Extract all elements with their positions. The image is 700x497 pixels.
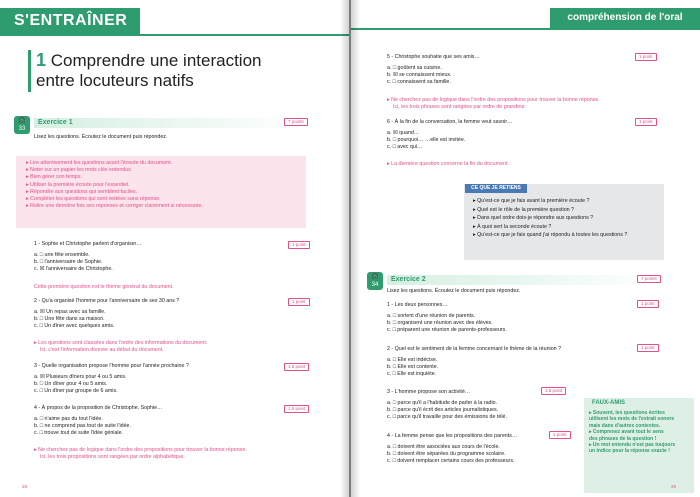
question-5-options — [387, 65, 452, 86]
exercise-bar — [387, 275, 663, 285]
option[interactable]: c. □ Un dîner avec quelques amis. — [34, 323, 115, 329]
faux-amis-list — [589, 410, 675, 455]
header-rule — [0, 34, 349, 36]
title-accent-bar — [28, 50, 31, 92]
faux-amis-item: ▸ Comprenez avant tout le sens — [589, 429, 664, 436]
question-1-options — [387, 313, 507, 334]
question-2: 2 - Qu'a organisé l'homme pour l'anniversaire de ses 30 ans ? — [34, 298, 180, 304]
question-3-options — [34, 374, 127, 395]
question-1-note: Cette première question est le thème général du document. — [34, 284, 174, 290]
option[interactable]: a. □ doivent être associées aux cours de l'école. — [387, 444, 500, 450]
question-2-note-2: Ici, c'est l'information donnée au début du document. — [40, 347, 164, 353]
retiens-item: ▸ Quel est le rôle de la première question ? — [473, 206, 575, 213]
retiens-list — [473, 197, 627, 240]
question-4: 4 - La femme pense que les propositions des parents… — [387, 433, 518, 439]
option[interactable]: c. □ avec qui… — [387, 144, 423, 150]
option[interactable]: a. □ n'aime pas du tout l'idée. — [34, 416, 103, 422]
exercise-instruction: Lisez les questions. Écoutez le document puis répondez. — [34, 134, 168, 140]
track-number: 34 — [371, 282, 379, 288]
question-5: 5 - Christophe souhaite que ses amis… — [387, 54, 480, 60]
question-2-points: 1 point — [288, 298, 310, 306]
question-2: 2 - Quel est le sentiment de la femme concernant le thème de la réunion ? — [387, 346, 562, 352]
option[interactable]: a. ☒ quand… — [387, 130, 420, 136]
exercise-label: Exercice 1 — [38, 119, 73, 126]
retiens-item: ▸ À quoi sert la seconde écoute ? — [473, 223, 552, 230]
option[interactable]: c. □ parce qu'il travaille pour des émissions de télé. — [387, 414, 507, 420]
question-6-points: 1 point — [635, 118, 657, 126]
exercise-bar — [34, 118, 310, 128]
question-1: 1 - Sophie et Christophe parlent d'organiser… — [34, 241, 142, 247]
faux-amis-item: ▸ Souvent, les questions écrites — [589, 410, 665, 416]
headphones-icon: 🎧 — [18, 118, 26, 124]
option[interactable]: b. □ Elle est contente. — [387, 364, 439, 370]
section-header: S'ENTRAÎNER — [0, 8, 140, 34]
question-2-options — [387, 357, 438, 378]
tip-item: ▸ Lire attentivement les questions avant l'écoute du document. — [26, 160, 173, 166]
question-1-points: 1 point — [637, 300, 659, 308]
tips-list — [26, 160, 203, 210]
question-6-options — [387, 130, 465, 151]
faux-amis-item: mais dans d'autres contextes. — [589, 422, 661, 429]
page-number: 29 — [671, 484, 677, 489]
tip-item: ▸ Utiliser la première écoute pour l'essentiel. — [26, 181, 130, 188]
option[interactable]: a. □ goûtent sa cuisine. — [387, 65, 442, 71]
left-page — [0, 0, 349, 497]
title-line-2: entre locuteurs natifs — [36, 71, 194, 90]
page-title — [36, 50, 306, 91]
faux-amis-item: des phrases de la question ! — [589, 435, 657, 442]
option[interactable]: a. ☒ Un repas avec sa famille. — [34, 309, 106, 315]
header-rule — [351, 28, 700, 30]
retiens-item: ▸ Dans quel ordre dois-je répondre aux questions ? — [473, 215, 594, 222]
question-5-note-1: ▸ Ne cherchez pas de logique dans l'ordre des propositions pour trouver la bonne réponse. — [387, 97, 600, 103]
question-4-note-1: ▸ Ne cherchez pas de logique dans l'ordre des propositions pour trouver la bonne réponse. — [34, 447, 247, 453]
option[interactable]: a. ☒ Plusieurs dîners pour 4 ou 5 amis. — [34, 374, 127, 380]
question-1-points: 1 point — [288, 241, 310, 249]
page-number: 28 — [22, 484, 28, 489]
question-6: 6 - À la fin de la conversation, la femme veut savoir… — [387, 119, 513, 125]
question-4-points: 1,5 point — [284, 405, 309, 413]
option[interactable]: b. □ doivent être séparées du programme scolaire. — [387, 451, 506, 457]
question-3: 3 - L'homme propose son activité… — [387, 389, 471, 395]
question-1-options — [34, 252, 113, 273]
tip-item: ▸ Bien gérer son temps. — [26, 174, 82, 181]
option[interactable]: b. □ l'anniversaire de Sophie. — [34, 259, 103, 265]
option[interactable]: b. □ organisent une réunion avec des élèves. — [387, 320, 493, 326]
faux-amis-item: ▸ Un mot entendu n'est pas toujours — [589, 442, 676, 449]
audio-track-badge — [14, 116, 30, 134]
option[interactable]: c. □ Un dîner par groupe de 6 amis. — [34, 388, 118, 394]
option[interactable]: a. □ parce qu'il a l'habitude de parler à la radio. — [387, 400, 498, 406]
question-1: 1 - Les deux personnes… — [387, 302, 448, 308]
exercise-label: Exercice 2 — [391, 276, 426, 283]
exercise-points: 7 points — [284, 118, 308, 126]
question-5-points: 1 point — [635, 53, 657, 61]
tip-item: ▸ Noter sur un papier les mots clés entendus. — [26, 167, 133, 174]
question-2-points: 1 point — [637, 344, 659, 352]
title-line-1: Comprendre une interaction — [50, 51, 262, 70]
title-number: 1 — [36, 50, 47, 70]
question-3-options — [387, 400, 507, 421]
option[interactable]: b. □ Un dîner pour 4 ou 5 amis. — [34, 381, 108, 387]
section-header: compréhension de l'oral — [550, 8, 700, 28]
tip-item: ▸ Relire une dernière fois ses réponses et corriger clairement si nécessaire. — [26, 203, 203, 210]
option[interactable]: b. □ parce qu'il écrit des articles journalistiques. — [387, 407, 499, 413]
question-4-options — [34, 416, 131, 437]
question-2-note-1: ▸ Les questions sont classées dans l'ordre des informations du document. — [34, 340, 208, 346]
option[interactable]: a. □ une fête ensemble. — [34, 252, 90, 258]
retiens-item: ▸ Qu'est-ce que je fais quand j'ai répondu à toutes les questions ? — [473, 232, 628, 239]
option[interactable]: c. □ trouve tout de suite l'idée géniale. — [34, 430, 124, 436]
option[interactable]: a. □ Elle est indécise. — [387, 357, 438, 363]
option[interactable]: b. ☒ se connaissent mieux. — [387, 72, 452, 78]
audio-track-badge — [367, 272, 383, 290]
question-4-options — [387, 444, 514, 465]
right-page — [351, 0, 700, 497]
exercise-instruction: Lisez les questions. Écoutez le document puis répondez. — [387, 288, 521, 294]
option[interactable]: b. □ ne comprend pas tout de suite l'idée. — [34, 423, 131, 429]
headphones-icon: 🎧 — [371, 274, 379, 280]
question-4: 4 - À propos de la proposition de Christophe, Sophie… — [34, 405, 163, 411]
faux-amis-title: FAUX-AMIS — [592, 400, 625, 406]
tip-item: ▸ Répondre aux questions qui semblent faciles. — [26, 188, 138, 195]
option[interactable]: a. □ sortent d'une réunion de parents. — [387, 313, 476, 319]
track-number: 33 — [18, 126, 26, 132]
option[interactable]: b. □ Une fête dans sa maison. — [34, 316, 105, 322]
option[interactable]: c. □ Elle est inquiète. — [387, 371, 437, 377]
question-4-points: 1 point — [549, 431, 571, 439]
retiens-item: ▸ Qu'est-ce que je fais avant la première écoute ? — [473, 198, 590, 204]
question-4-note-2: Ici, les trois propositions sont rangées par ordre alphabétique. — [40, 454, 185, 460]
option[interactable]: c. □ doivent remplacer certains cours des professeurs. — [387, 458, 515, 464]
option[interactable]: b. □ pourquoi… …elle est invitée. — [387, 137, 466, 143]
option[interactable]: c. ☒ l'anniversaire de Christophe. — [34, 266, 113, 272]
question-3-points: 1,5 point — [541, 387, 566, 395]
option[interactable]: c. □ préparent une réunion de parents-professeurs. — [387, 327, 507, 333]
exercise-points: 7 points — [637, 275, 661, 283]
question-3-points: 1,5 point — [284, 363, 309, 371]
tip-item: ▸ Compléter les questions qui sont restées sans réponse. — [26, 196, 161, 203]
question-2-options — [34, 309, 114, 330]
faux-amis-item: utilisent les mots de l'extrait sonore — [589, 416, 675, 423]
question-5-note-2: Ici, les trois phrases sont rangées par ordre de grandeur. — [393, 104, 527, 110]
faux-amis-item: un indice pour la réponse exacte ! — [589, 448, 670, 455]
retiens-title: CE QUE JE RETIENS — [465, 184, 527, 193]
question-6-note: ▸ La dernière question concerne la fin du document. — [387, 161, 509, 167]
question-3: 3 - Quelle organisation propose l'homme pour l'année prochaine ? — [34, 363, 189, 369]
option[interactable]: c. □ connaissent sa famille. — [387, 79, 451, 85]
